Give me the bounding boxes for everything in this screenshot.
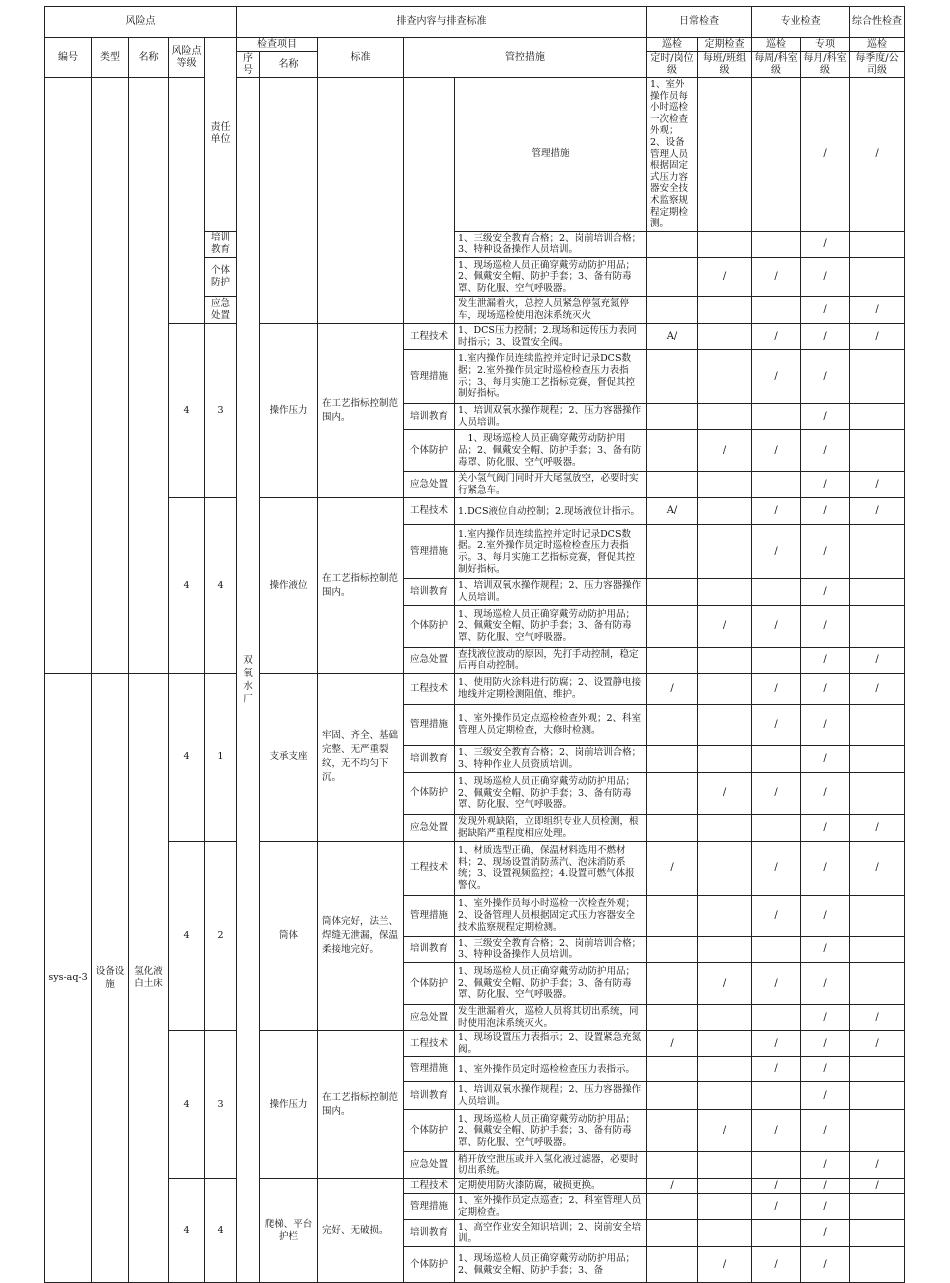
measure-category: 工程技术 (404, 1179, 455, 1194)
item-standard: 在工艺指标控制范围内。 (318, 498, 404, 673)
check-mark (698, 673, 752, 704)
measure-text: 1、现场设置压力表指示；2、设置紧急充氮阀。 (455, 1031, 647, 1057)
check-mark: / (801, 1194, 850, 1220)
check-mark: / (752, 1110, 801, 1152)
check-mark (647, 963, 698, 1005)
check-mark (698, 895, 752, 936)
check-mark: / (698, 963, 752, 1005)
check-mark (850, 1247, 905, 1283)
check-mark: / (801, 704, 850, 745)
header-frequency: 每周/科室级 (752, 52, 801, 78)
item-seq: 4 (205, 1179, 237, 1283)
check-mark (698, 1005, 752, 1031)
item-seq (260, 78, 318, 324)
measure-category: 应急处置 (404, 1152, 455, 1179)
header-frequency: 定时/岗位级 (647, 52, 698, 78)
check-mark (647, 1152, 698, 1179)
check-mark (698, 231, 752, 257)
item-standard: 牢固、齐全、基础完整、无严重裂纹，无不均匀下沉。 (318, 673, 404, 841)
item-seq: 3 (205, 1031, 237, 1179)
header-code: 编号 (45, 38, 92, 78)
measure-category: 培训教育 (404, 745, 455, 772)
check-mark (698, 1179, 752, 1194)
measure-text: 发生泄漏着火，总控人员紧急停氢充氮停车，现场巡检使用泡沫系统灭火 (455, 296, 647, 323)
measure-text: 1、培训双氧水操作规程；2、压力容器操作人员培训。 (455, 1082, 647, 1110)
header-patrol: 巡检 (752, 38, 801, 52)
check-mark (647, 895, 698, 936)
check-mark: / (752, 895, 801, 936)
check-mark (850, 1057, 905, 1082)
check-mark (647, 1005, 698, 1031)
check-mark (698, 296, 752, 323)
check-mark (850, 1082, 905, 1110)
check-mark (850, 404, 905, 430)
check-mark (752, 814, 801, 841)
measure-text: 1.DCS液位自动控制；2.现场液位计指示。 (455, 498, 647, 525)
check-mark (698, 745, 752, 772)
check-mark (698, 404, 752, 430)
check-mark (698, 1220, 752, 1247)
empty-name-cell (129, 78, 169, 674)
check-mark: / (850, 673, 905, 704)
check-mark: / (801, 1247, 850, 1283)
check-mark: / (850, 296, 905, 323)
check-mark: / (801, 841, 850, 895)
check-mark: A/ (647, 323, 698, 349)
check-mark: / (850, 814, 905, 841)
measure-category: 个体防护 (404, 963, 455, 1005)
check-mark (752, 936, 801, 962)
check-mark: / (752, 841, 801, 895)
header-frequency: 每月/科室级 (801, 52, 850, 78)
measure-category: 应急处置 (404, 472, 455, 498)
check-mark: / (850, 1005, 905, 1031)
check-mark (752, 78, 801, 232)
check-mark: / (752, 323, 801, 349)
check-mark (752, 231, 801, 257)
check-mark: A/ (647, 498, 698, 525)
check-mark (850, 704, 905, 745)
check-mark (647, 525, 698, 579)
check-mark: / (647, 1031, 698, 1057)
check-mark (850, 936, 905, 962)
check-mark (698, 1194, 752, 1220)
measure-text: 1、室外操作员定点巡查；2、科室管理人员定期检查。 (455, 1194, 647, 1220)
measure-text: 1、现场巡检人员正确穿戴劳动防护用品；2、佩戴安全帽、防护手套；3、备有防毒罩、防化服、空气呼吸器。 (455, 605, 647, 647)
check-mark (647, 1110, 698, 1152)
header-special: 专项 (801, 38, 850, 52)
check-mark (698, 1057, 752, 1082)
check-mark: / (801, 1057, 850, 1082)
check-mark (752, 647, 801, 673)
measure-text: 1、现场巡检人员正确穿戴劳动防护用品；2、佩戴安全帽、防护手套；3、备有防毒罩、防化服、空气呼吸器。 (455, 1110, 647, 1152)
check-mark: / (801, 472, 850, 498)
check-mark (647, 1057, 698, 1082)
measure-text: 1、高空作业安全知识培训；2、岗前安全培训。 (455, 1220, 647, 1247)
check-mark (698, 1082, 752, 1110)
check-mark (647, 430, 698, 472)
check-mark: / (801, 1005, 850, 1031)
header-type: 类型 (92, 38, 129, 78)
check-mark (850, 231, 905, 257)
check-mark (698, 498, 752, 525)
responsible-unit: 双氧水厂 (237, 78, 260, 1283)
check-mark: / (752, 1194, 801, 1220)
check-mark (752, 579, 801, 605)
header-daily-check: 日常检查 (647, 7, 752, 38)
measure-category: 工程技术 (404, 673, 455, 704)
measure-category: 个体防护 (404, 1110, 455, 1152)
header-periodic-check: 定期检查 (698, 38, 752, 52)
header-frequency: 每班/班组级 (698, 52, 752, 78)
measure-text: 1、培训双氧水操作规程；2、压力容器操作人员培训。 (455, 579, 647, 605)
item-seq: 1 (205, 673, 237, 841)
check-mark: / (752, 704, 801, 745)
item-name: 筒体 (260, 841, 318, 1030)
measure-text: 1、材质选型正确，保温材料选用不燃材料；2、现场设置消防蒸汽、泡沫消防系统；3、设置视频监控；4.设置可燃气体报警仪。 (455, 841, 647, 895)
check-mark (647, 231, 698, 257)
header-level: 风险点等级 (169, 38, 205, 78)
point-type: 设备设施 (92, 673, 129, 1282)
check-mark (698, 579, 752, 605)
check-mark (752, 745, 801, 772)
check-mark (647, 605, 698, 647)
measure-text: 发生泄漏着火，巡检人员将其切出系统，同时使用泡沫系统灭火。 (455, 1005, 647, 1031)
measure-category: 培训教育 (404, 404, 455, 430)
item-name: 支承支座 (260, 673, 318, 841)
risk-table (44, 6, 905, 1283)
check-mark (647, 472, 698, 498)
header-unit: 责任单位 (205, 38, 237, 232)
check-mark (647, 704, 698, 745)
check-mark (647, 772, 698, 814)
item-seq: 4 (205, 498, 237, 673)
check-mark: / (647, 1179, 698, 1194)
risk-level: 4 (169, 1179, 205, 1283)
check-mark: / (801, 296, 850, 323)
check-mark: / (752, 498, 801, 525)
check-mark: / (850, 1031, 905, 1057)
header-patrol: 巡检 (647, 38, 698, 52)
check-mark: / (801, 323, 850, 349)
check-mark (850, 257, 905, 296)
item-seq: 3 (205, 323, 237, 498)
measure-category: 管理措施 (404, 704, 455, 745)
check-mark: / (850, 1179, 905, 1194)
measure-text: 1、室外操作员定时巡检检查压力表指示。 (455, 1057, 647, 1082)
table-body (45, 7, 905, 1283)
check-mark (850, 579, 905, 605)
measure-text: 1、三级安全教育合格；2、岗前培训合格；3、特种作业人员资质培训。 (455, 745, 647, 772)
check-mark: / (752, 257, 801, 296)
check-mark: / (850, 78, 905, 232)
check-mark: / (801, 895, 850, 936)
check-mark (850, 1220, 905, 1247)
point-name: 氢化液白土床 (129, 673, 169, 1282)
check-mark: / (801, 814, 850, 841)
measure-category: 工程技术 (404, 498, 455, 525)
item-name: 操作液位 (260, 498, 318, 673)
header-content-standard: 排查内容与排查标准 (237, 7, 647, 38)
check-mark: / (801, 257, 850, 296)
measure-category: 工程技术 (404, 841, 455, 895)
check-mark (647, 936, 698, 962)
check-mark (752, 404, 801, 430)
table-row (45, 841, 905, 895)
check-mark (647, 1194, 698, 1220)
check-mark (752, 472, 801, 498)
check-mark: / (752, 1247, 801, 1283)
risk-level: 4 (169, 498, 205, 673)
check-mark: / (698, 1247, 752, 1283)
item-name (318, 78, 404, 324)
check-mark (698, 323, 752, 349)
measure-text: 1、三级安全教育合格；2、岗前培训合格；3、特种设备操作人员培训。 (455, 231, 647, 257)
check-mark (752, 1005, 801, 1031)
check-mark: / (801, 1220, 850, 1247)
risk-level (169, 78, 205, 324)
item-standard: 在工艺指标控制范围内。 (318, 1031, 404, 1179)
measure-text: 查找液位波动的原因，先打手动控制，稳定后再自动控制。 (455, 647, 647, 673)
measure-category: 个体防护 (404, 430, 455, 472)
check-mark: / (801, 772, 850, 814)
check-mark: / (801, 1152, 850, 1179)
measure-category: 应急处置 (404, 1005, 455, 1031)
measure-category: 管理措施 (455, 78, 647, 232)
check-mark: / (752, 430, 801, 472)
check-mark (698, 647, 752, 673)
measure-text: 1、现场巡检人员正确穿戴劳动防护用品；2、佩戴安全帽、防护手套；3、备有防毒罩、防化服、空气呼吸器。 (455, 772, 647, 814)
point-code: sys-aq-3 (45, 673, 92, 1282)
table-row (45, 673, 905, 704)
item-seq: 2 (205, 841, 237, 1030)
measure-category: 培训教育 (404, 1220, 455, 1247)
measure-text: 1、室外操作员定点巡检检查外观；2、科室管理人员定期检查，大修时检测。 (455, 704, 647, 745)
check-mark (850, 1110, 905, 1152)
check-mark: / (801, 673, 850, 704)
measure-text: 1、室外操作员每小时巡检一次检查外观；2、设备管理人员根据固定式压力容器安全技术监察规程定期检测。 (455, 895, 647, 936)
item-standard: 在工艺指标控制范围内。 (318, 323, 404, 498)
check-mark (850, 772, 905, 814)
check-mark (850, 1194, 905, 1220)
check-mark (647, 350, 698, 404)
measure-text: 1.室内操作员连续监控并定时记录DCS数据；2.室外操作员定时巡检检查压力表指示；3、每月实施工艺指标竞赛，督促其控制好指标。 (455, 350, 647, 404)
check-mark: / (647, 841, 698, 895)
check-mark (850, 350, 905, 404)
check-mark (647, 1247, 698, 1283)
measure-category: 个体防护 (404, 1247, 455, 1283)
measure-category: 应急处置 (205, 296, 237, 323)
measure-category: 应急处置 (404, 814, 455, 841)
check-mark: / (850, 647, 905, 673)
measure-category: 工程技术 (404, 323, 455, 349)
check-mark: / (698, 605, 752, 647)
measure-category: 培训教育 (404, 936, 455, 962)
measure-category: 管理措施 (404, 350, 455, 404)
check-mark: / (752, 350, 801, 404)
measure-category: 管理措施 (404, 1194, 455, 1220)
check-mark: / (752, 673, 801, 704)
check-mark (647, 814, 698, 841)
table-row (45, 1031, 905, 1057)
header-name: 名称 (129, 38, 169, 78)
item-name: 爬梯、平台护栏 (260, 1179, 318, 1283)
measure-text: 1、培训双氧水操作规程；2、压力容器操作人员培训。 (455, 404, 647, 430)
check-mark (752, 1220, 801, 1247)
check-mark (850, 430, 905, 472)
item-name: 操作压力 (260, 1031, 318, 1179)
measure-text: 发现外观缺陷，立即组织专业人员检测，根据缺陷严重程度相应处理。 (455, 814, 647, 841)
check-mark: / (698, 772, 752, 814)
check-mark (698, 841, 752, 895)
measure-text: 关小氢气阀门同时开大尾氢放空，必要时实行紧急车。 (455, 472, 647, 498)
item-standard (404, 78, 455, 324)
check-mark (850, 895, 905, 936)
check-mark (850, 745, 905, 772)
header-check-item: 检查项目 (237, 38, 318, 52)
check-mark: / (801, 430, 850, 472)
check-mark: / (801, 647, 850, 673)
check-mark: / (801, 605, 850, 647)
check-mark: / (850, 498, 905, 525)
check-mark (647, 579, 698, 605)
risk-level: 4 (169, 841, 205, 1030)
header-patrol: 巡检 (850, 38, 905, 52)
measure-text: 1、现场巡检人员正确穿戴劳动防护用品；2、佩戴安全帽、防护手套；3、备 (455, 1247, 647, 1283)
risk-level: 4 (169, 1031, 205, 1179)
check-mark: / (752, 963, 801, 1005)
check-mark: / (801, 231, 850, 257)
item-name: 操作压力 (260, 323, 318, 498)
empty-type-cell (92, 78, 129, 674)
check-mark: / (801, 1110, 850, 1152)
check-mark (752, 1152, 801, 1179)
check-mark: / (801, 936, 850, 962)
check-mark: / (698, 430, 752, 472)
check-mark (698, 350, 752, 404)
measure-category: 个体防护 (404, 605, 455, 647)
table-row (45, 498, 905, 525)
check-mark: / (698, 257, 752, 296)
check-mark: / (801, 78, 850, 232)
check-mark (647, 257, 698, 296)
check-mark: / (752, 772, 801, 814)
header-control-measures: 管控措施 (404, 38, 647, 78)
check-mark: / (752, 525, 801, 579)
check-mark: / (801, 745, 850, 772)
check-mark: / (801, 350, 850, 404)
measure-text: 1、DCS压力控制；2.现场和远传压力表同时指示；3、设置安全阀。 (455, 323, 647, 349)
check-mark: / (850, 841, 905, 895)
item-standard: 筒体完好，法兰、焊缝无泄漏，保温柔接地完好。 (318, 841, 404, 1030)
item-standard: 完好、无破损。 (318, 1179, 404, 1283)
check-mark (647, 1082, 698, 1110)
risk-level: 4 (169, 673, 205, 841)
header-standard: 标准 (318, 38, 404, 78)
check-mark: / (647, 673, 698, 704)
check-mark: / (850, 472, 905, 498)
check-mark (698, 472, 752, 498)
check-mark: / (752, 1057, 801, 1082)
measure-text: 1、现场巡检人员正确穿戴劳动防护用品；2、佩戴安全帽、防护手套；3、备有防毒罩、防化服、空气呼吸器。 (455, 257, 647, 296)
check-mark (647, 404, 698, 430)
check-mark (698, 1031, 752, 1057)
check-mark: / (801, 525, 850, 579)
measure-category: 管理措施 (404, 525, 455, 579)
check-mark: / (752, 1179, 801, 1194)
check-mark (698, 814, 752, 841)
check-mark: / (801, 1179, 850, 1194)
measure-category: 管理措施 (404, 895, 455, 936)
check-mark (850, 963, 905, 1005)
check-mark (850, 605, 905, 647)
measure-category: 个体防护 (404, 772, 455, 814)
measure-category: 培训教育 (404, 579, 455, 605)
check-mark (698, 525, 752, 579)
check-mark: / (698, 1110, 752, 1152)
check-mark: / (801, 404, 850, 430)
check-mark: / (850, 323, 905, 349)
check-mark (647, 745, 698, 772)
table-row (45, 1179, 905, 1194)
measure-text: 稍开放空泄压或并入氢化液过滤器，必要时切出系统。 (455, 1152, 647, 1179)
check-mark (647, 1220, 698, 1247)
check-mark: / (801, 1082, 850, 1110)
check-mark: / (801, 963, 850, 1005)
empty-code-cell (45, 78, 92, 674)
check-mark (647, 296, 698, 323)
table-row (45, 323, 905, 349)
measure-text: 1、现场巡检人员正确穿戴劳动防护用品；2、佩戴安全帽、防护手套；3、备有防毒罩、防化服、空气呼吸器。 (455, 430, 647, 472)
measure-category: 个体防护 (205, 257, 237, 296)
measure-text: 1、使用防火涂料进行防腐；2、设置静电接地线并定期检测阻值、维护。 (455, 673, 647, 704)
measure-text: 1.室内操作员连续监控并定时记录DCS数据。2.室外操作员定时巡检检查压力表指示。3、每月实施工艺指标竞赛，督促其控制好指标。 (455, 525, 647, 579)
header-professional-check: 专业检查 (752, 7, 850, 38)
check-mark (752, 296, 801, 323)
header-frequency: 每季度/公司级 (850, 52, 905, 78)
table-row (45, 78, 905, 232)
risk-level: 4 (169, 323, 205, 498)
check-mark (698, 1152, 752, 1179)
check-mark (850, 525, 905, 579)
measure-text: 1、室外操作员每小时巡检一次检查外观；2、设备管理人员根据固定式压力容器安全技术监察规程定期检测。 (647, 78, 698, 232)
measure-category: 培训教育 (205, 231, 237, 257)
check-mark (752, 1082, 801, 1110)
check-mark: / (801, 498, 850, 525)
check-mark: / (752, 605, 801, 647)
header-risk-point: 风险点 (45, 7, 237, 38)
header-comprehensive-check: 综合性检查 (850, 7, 905, 38)
header-seq: 序号 (237, 52, 260, 78)
check-mark: / (850, 1152, 905, 1179)
measure-category: 管理措施 (404, 1057, 455, 1082)
check-mark (698, 78, 752, 232)
check-mark (647, 647, 698, 673)
measure-category: 应急处置 (404, 647, 455, 673)
header-item-name: 名称 (260, 52, 318, 78)
check-mark (698, 936, 752, 962)
measure-text: 1、现场巡检人员正确穿戴劳动防护用品；2、佩戴安全帽、防护手套；3、备有防毒罩、防化服、空气呼吸器。 (455, 963, 647, 1005)
check-mark: / (801, 579, 850, 605)
measure-text: 定期使用防火漆防腐，破损更换。 (455, 1179, 647, 1194)
measure-category: 工程技术 (404, 1031, 455, 1057)
measure-category: 培训教育 (404, 1082, 455, 1110)
measure-text: 1、三级安全教育合格；2、岗前培训合格；3、特种设备操作人员培训。 (455, 936, 647, 962)
check-mark (698, 704, 752, 745)
check-mark: / (752, 1031, 801, 1057)
check-mark: / (801, 1031, 850, 1057)
